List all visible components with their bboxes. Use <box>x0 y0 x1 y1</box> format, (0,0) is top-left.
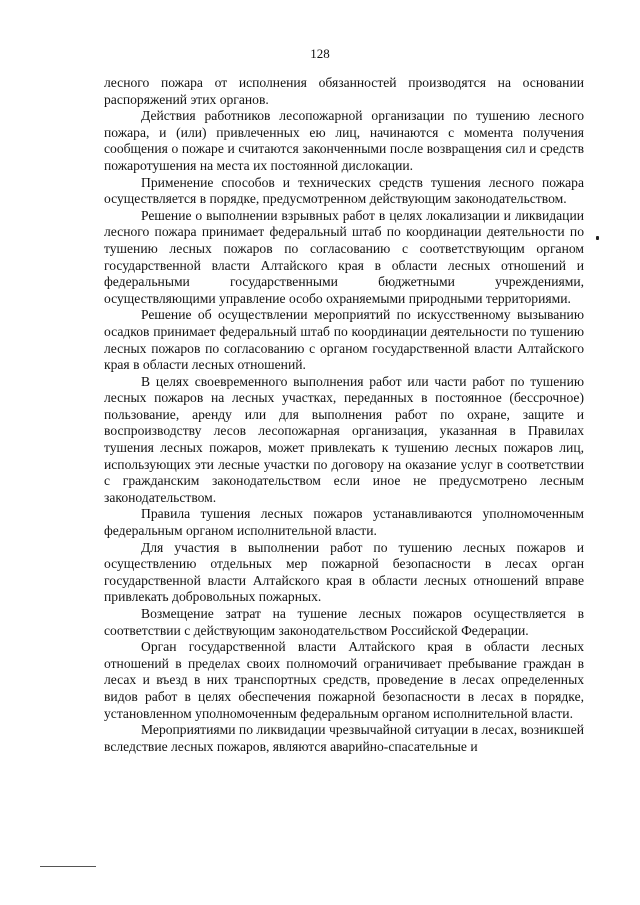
paragraph: Мероприятиями по ликвидации чрезвычайной ситуации в лесах, возникшей вследствие лесных пожаров, являются аварийно-спасательные и <box>104 722 584 754</box>
paragraph: Действия работников лесопожарной организации по тушению лесного пожара, и (или) привлеченных ею лиц, начинаются с момента получения сообщения о пожаре и считаются законченными после возвращения сил и средств пожаротушения на места их постоянной дислокации. <box>104 108 584 173</box>
paragraph: Правила тушения лесных пожаров устанавливаются уполномоченным федеральным органом исполнительной власти. <box>104 506 584 539</box>
footnote-rule <box>40 866 96 867</box>
paragraph: Решение об осуществлении мероприятий по искусственному вызыванию осадков принимает федеральный штаб по координации деятельности по тушению лесных пожаров по согласованию с органом государственной власти Алтайского края в области лесных отношений. <box>104 307 584 373</box>
paragraph-continuation: лесного пожара от исполнения обязанностей производятся на основании распоряжений этих органов. <box>104 75 584 107</box>
scan-mark <box>596 236 599 240</box>
paragraph: Возмещение затрат на тушение лесных пожаров осуществляется в соответствии с действующим законодательством Российской Федерации. <box>104 606 584 638</box>
paragraph: Орган государственной власти Алтайского края в области лесных отношений в пределах своих полномочий ограничивает пребывание граждан в лесах и въезд в них транспортных средств, проведение в лесах определенных видов работ в целях обеспечения пожарной безопасности в лесах в порядке, установленном уполномоченным федеральным органом исполнительной власти. <box>104 639 584 721</box>
paragraph: Решение о выполнении взрывных работ в целях локализации и ликвидации лесного пожара принимает федеральный штаб по координации деятельности по тушению лесных пожаров по согласованию с соответствующим органом государственной власти Алтайского края в области лесных отношений и федеральными государственными бюджетными учреждениями, осуществляющими управление особо охраняемыми природными территориями. <box>104 207 584 306</box>
paragraph: Для участия в выполнении работ по тушению лесных пожаров и осуществлению отдельных мер пожарной безопасности в лесах орган государственной власти Алтайского края в области лесных отношений вправе привлекать добровольных пожарных. <box>104 539 584 605</box>
paragraph: В целях своевременного выполнения работ или части работ по тушению лесных пожаров на лесных участках, переданных в постоянное (бессрочное) пользование, аренду или для выполнения работ по охране, защите и воспроизводству лесов лесопожарная организация, указанная в Правилах тушения лесных пожаров, может привлекать к тушению лесных пожаров лиц, использующих эти лесные участки по договору на оказание услуг в соответствии с гражданским законодательством если иное не предусмотрено лесным законодательством. <box>104 373 584 505</box>
paragraph: Применение способов и технических средств тушения лесного пожара осуществляется в порядке, предусмотренном действующим законодательством. <box>104 174 584 207</box>
body-text <box>104 75 584 755</box>
page-number: 128 <box>310 46 330 61</box>
